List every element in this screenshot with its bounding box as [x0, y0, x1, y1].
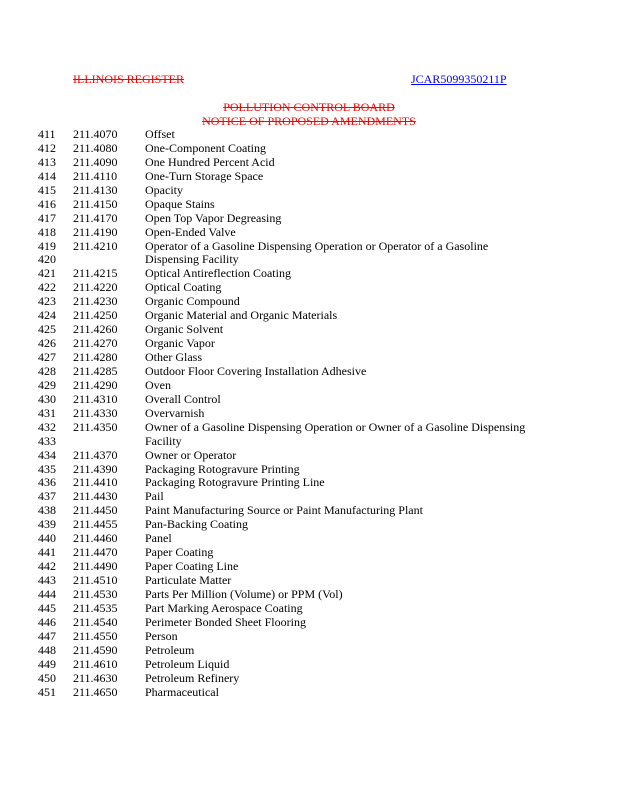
list-item	[0, 309, 618, 323]
list-item	[0, 212, 618, 226]
line-number: 421	[38, 266, 56, 281]
line-number: 440	[38, 531, 56, 546]
line-number: 435	[38, 461, 56, 476]
section-number: 211.4510	[73, 573, 118, 587]
line-number: 445	[38, 600, 56, 615]
section-number: 211.4070	[73, 127, 118, 141]
list-item	[0, 616, 618, 630]
section-number: 211.4220	[73, 280, 118, 295]
section-number: 211.4550	[73, 628, 118, 643]
list-item	[0, 240, 618, 254]
section-number: 211.4350	[73, 419, 118, 434]
line-number: 416	[38, 196, 56, 211]
term-label: Facility	[145, 433, 182, 448]
list-item	[0, 435, 618, 449]
line-number: 418	[38, 224, 56, 239]
section-number: 211.4110	[73, 168, 118, 183]
section-number: 211.4260	[73, 322, 118, 337]
section-number: 211.4090	[73, 154, 118, 169]
section-number: 211.4650	[73, 684, 118, 699]
list-item	[0, 658, 618, 672]
list-item	[0, 156, 618, 170]
section-number: 211.4270	[73, 336, 118, 351]
line-number: 430	[38, 391, 56, 406]
line-number: 446	[38, 614, 56, 629]
line-number: 427	[38, 350, 56, 364]
section-number: 211.4190	[73, 224, 118, 239]
line-number: 429	[38, 377, 56, 392]
list-item	[0, 226, 618, 240]
line-number: 436	[38, 475, 56, 490]
line-number: 444	[38, 586, 56, 601]
term-label: Opacity	[145, 182, 183, 197]
term-label: Packaging Rotogravure Printing	[145, 461, 300, 476]
term-label: One-Turn Storage Space	[145, 168, 264, 183]
list-item	[0, 588, 618, 602]
term-label: One Hundred Percent Acid	[145, 154, 275, 169]
list-item	[0, 504, 618, 518]
line-number: 434	[38, 447, 56, 462]
term-label: Opaque Stains	[145, 196, 215, 211]
list-item	[0, 518, 618, 532]
line-number: 450	[38, 670, 56, 685]
line-number: 438	[38, 503, 56, 518]
line-number: 425	[38, 322, 56, 337]
list-item	[0, 337, 618, 351]
list-item	[0, 560, 618, 574]
list-item	[0, 421, 618, 435]
document-code-link[interactable]: JCAR5099350211P	[411, 72, 507, 86]
term-label: Dispensing Facility	[145, 252, 239, 267]
section-number: 211.4170	[73, 210, 118, 225]
line-number: 447	[38, 628, 56, 643]
line-number: 417	[38, 210, 56, 225]
term-label: Panel	[145, 531, 172, 546]
section-number: 211.4460	[73, 531, 118, 546]
section-number: 211.4490	[73, 559, 118, 574]
line-number: 437	[38, 489, 56, 504]
list-item	[0, 198, 618, 212]
register-title: ILLINOIS REGISTER	[73, 72, 184, 86]
line-number: 432	[38, 419, 56, 434]
term-label: Operator of a Gasoline Dispensing Operation or Operator of a Gasoline	[145, 238, 489, 253]
term-label: Optical Coating	[145, 280, 222, 295]
term-label: Petroleum Liquid	[145, 656, 230, 671]
list-item	[0, 490, 618, 504]
section-number: 211.4290	[73, 377, 118, 392]
term-label: Parts Per Million (Volume) or PPM (Vol)	[145, 586, 343, 601]
section-number: 211.4455	[73, 517, 118, 532]
section-number: 211.4285	[73, 363, 118, 378]
term-label: Other Glass	[145, 350, 202, 364]
term-label: Organic Vapor	[145, 336, 215, 351]
line-number: 422	[38, 280, 56, 295]
term-label: Organic Compound	[145, 294, 240, 309]
line-number: 442	[38, 559, 56, 574]
term-label: Person	[145, 628, 178, 643]
list-item	[0, 463, 618, 477]
section-number: 211.4215	[73, 266, 118, 281]
list-item	[0, 449, 618, 463]
line-number: 451	[38, 684, 56, 699]
list-item	[0, 295, 618, 309]
section-number: 211.4610	[73, 656, 118, 671]
line-number: 414	[38, 168, 56, 183]
section-number: 211.4330	[73, 405, 118, 420]
section-number: 211.4280	[73, 350, 118, 364]
line-number: 448	[38, 642, 56, 657]
line-number: 449	[38, 656, 56, 671]
list-item	[0, 476, 618, 490]
list-item	[0, 407, 618, 421]
list-item	[0, 351, 618, 365]
term-label: Pan-Backing Coating	[145, 517, 248, 532]
board-title: POLLUTION CONTROL BOARD	[223, 100, 395, 114]
list-item	[0, 630, 618, 644]
line-number: 431	[38, 405, 56, 420]
list-item	[0, 379, 618, 393]
section-number: 211.4080	[73, 140, 118, 155]
term-label: Paper Coating Line	[145, 559, 239, 574]
section-number: 211.4410	[73, 475, 118, 490]
list-item	[0, 323, 618, 337]
term-label: One-Component Coating	[145, 140, 266, 155]
list-item	[0, 574, 618, 588]
term-label: Perimeter Bonded Sheet Flooring	[145, 614, 306, 629]
list-item	[0, 170, 618, 184]
term-label: Overvarnish	[145, 405, 205, 420]
line-number: 413	[38, 154, 56, 169]
term-label: Petroleum Refinery	[145, 670, 240, 685]
line-number: 419	[38, 238, 56, 253]
line-number: 443	[38, 573, 56, 587]
list-item	[0, 644, 618, 658]
section-number: 211.4590	[73, 642, 118, 657]
line-number: 420	[38, 252, 56, 267]
list-item	[0, 686, 618, 700]
line-number: 424	[38, 308, 56, 323]
section-number: 211.4250	[73, 308, 118, 323]
section-number: 211.4370	[73, 447, 118, 462]
term-label: Open Top Vapor Degreasing	[145, 210, 282, 225]
list-item	[0, 393, 618, 407]
section-number: 211.4130	[73, 182, 118, 197]
term-label: Pharmaceutical	[145, 684, 219, 699]
term-label: Owner or Operator	[145, 447, 237, 462]
section-number: 211.4630	[73, 670, 118, 685]
section-number: 211.4210	[73, 238, 118, 253]
term-label: Paint Manufacturing Source or Paint Manufacturing Plant	[145, 503, 423, 518]
term-label: Organic Solvent	[145, 322, 224, 337]
term-label: Oven	[145, 377, 171, 392]
line-number: 428	[38, 363, 56, 378]
list-item	[0, 532, 618, 546]
line-number: 439	[38, 517, 56, 532]
term-label: Outdoor Floor Covering Installation Adhesive	[145, 363, 367, 378]
line-number: 411	[38, 127, 56, 141]
term-label: Part Marking Aerospace Coating	[145, 600, 303, 615]
list-item	[0, 281, 618, 295]
section-number: 211.4230	[73, 294, 118, 309]
notice-title: NOTICE OF PROPOSED AMENDMENTS	[202, 114, 416, 128]
term-label: Petroleum	[145, 642, 195, 657]
term-label: Owner of a Gasoline Dispensing Operation or Owner of a Gasoline Dispensing	[145, 419, 526, 434]
line-number: 441	[38, 545, 56, 560]
term-label: Pail	[145, 489, 164, 504]
line-number: 423	[38, 294, 56, 309]
line-number: 412	[38, 140, 56, 155]
list-item	[0, 365, 618, 379]
list-item	[0, 253, 618, 267]
line-number: 426	[38, 336, 56, 351]
term-label: Paper Coating	[145, 545, 214, 560]
list-item	[0, 267, 618, 281]
section-number: 211.4430	[73, 489, 118, 504]
list-item	[0, 602, 618, 616]
section-number: 211.4535	[73, 600, 118, 615]
line-number: 415	[38, 182, 56, 197]
term-label: Particulate Matter	[145, 573, 232, 587]
term-label: Packaging Rotogravure Printing Line	[145, 475, 325, 490]
section-list	[0, 128, 618, 699]
list-item	[0, 546, 618, 560]
list-item	[0, 142, 618, 156]
section-number: 211.4530	[73, 586, 118, 601]
section-number: 211.4310	[73, 391, 118, 406]
term-label: Offset	[145, 127, 175, 141]
section-number: 211.4390	[73, 461, 118, 476]
section-number: 211.4450	[73, 503, 118, 518]
line-number: 433	[38, 433, 56, 448]
term-label: Open-Ended Valve	[145, 224, 236, 239]
list-item	[0, 184, 618, 198]
term-label: Optical Antireflection Coating	[145, 266, 291, 281]
list-item	[0, 672, 618, 686]
term-label: Organic Material and Organic Materials	[145, 308, 338, 323]
term-label: Overall Control	[145, 391, 221, 406]
section-number: 211.4150	[73, 196, 118, 211]
list-item	[0, 128, 618, 142]
section-number: 211.4470	[73, 545, 118, 560]
section-number: 211.4540	[73, 614, 118, 629]
